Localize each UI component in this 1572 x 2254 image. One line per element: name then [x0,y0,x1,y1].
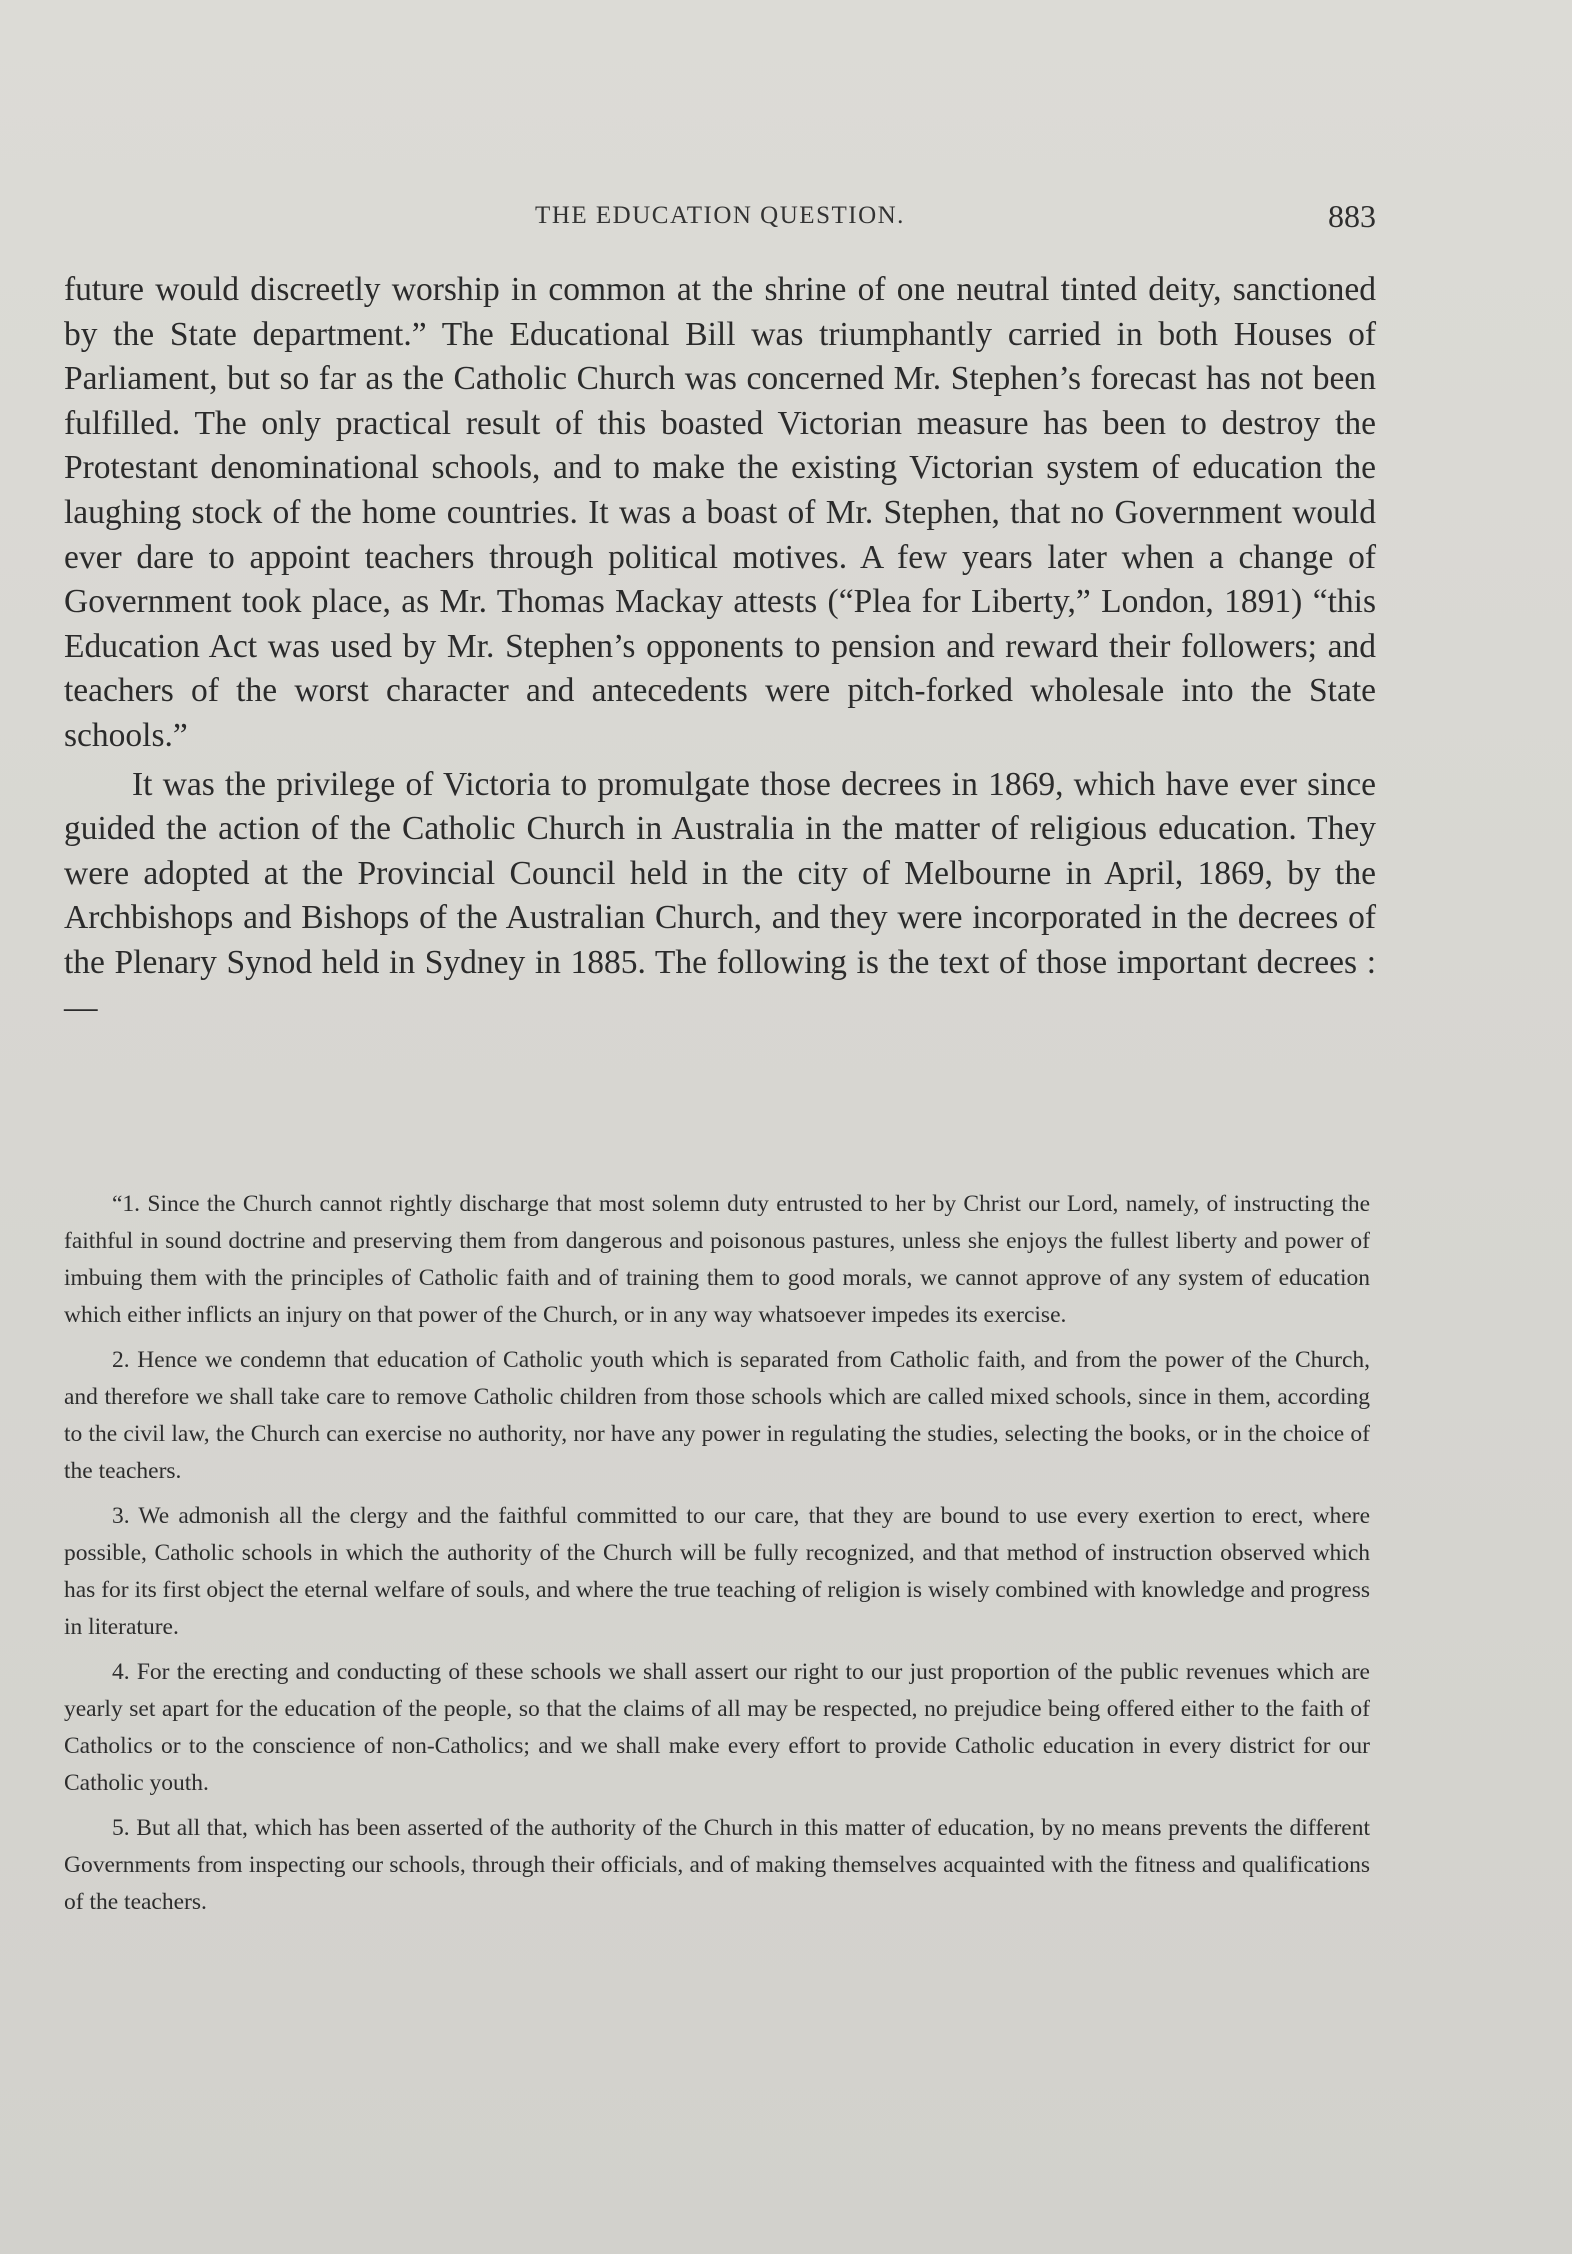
page-number: 883 [1328,198,1376,234]
paragraph-continued: future would discreetly worship in common at the shrine of one neutral tinted deity, sanctioned by the State department.” The Educational Bill was triumphantly carried in both Houses of Parliament, but so far as the Catholic Church was concerned Mr. Stephen’s forecast has not been fulfilled. The only practical result of this boasted Victorian measure has been to destroy the Protestant denominational schools, and to make the existing Victorian system of education the laughing stock of the home countries. It was a boast of Mr. Stephen, that no Government would ever dare to appoint teachers through political motives. A few years later when a change of Government took place, as Mr. Thomas Mackay attests (“Plea for Liberty,” London, 1891) “this Education Act was used by Mr. Stephen’s opponents to pension and reward their followers; and teachers of the worst character and antecedents were pitch-forked wholesale into the State schools.” [64,271,1376,754]
decree-3: 3. We admonish all the clergy and the faithful committed to our care, that they are bound to use every exertion to erect, where possible, Catholic schools in which the authority of the Church will be fully recognized, and that method of instruction observed which has for its first object the eternal welfare of souls, and where the true teaching of religion is wisely combined with knowledge and progress in literature. [64,1503,1370,1640]
running-head [64,198,1376,238]
decree-2: 2. Hence we condemn that education of Catholic youth which is separated from Catholic faith, and from the power of the Church, and therefore we shall take care to remove Catholic children from those schools which are called mixed schools, since in them, according to the civil law, the Church can exercise no authority, nor have any power in regulating the studies, selecting the books, or in the choice of the teachers. [64,1347,1370,1484]
paragraph-decrees-intro: It was the privilege of Victoria to promulgate those decrees in 1869, which have ever since guided the action of the Catholic Church in Australia in the matter of religious education. They were adopted at the Provincial Council held in the city of Melbourne in April, 1869, by the Archbishops and Bishops of the Australian Church, and they were incorporated in the decrees of the Plenary Synod held in Sydney in 1885. The following is the text of those important decrees :— [64,765,1376,1026]
decree-4: 4. For the erecting and conducting of these schools we shall assert our right to our just proportion of the public revenues which are yearly set apart for the education of the people, so that the claims of all may be respected, no prejudice being offered either to the faith of Catholics or to the conscience of non-Catholics; and we shall make every effort to provide Catholic education in every district for our Catholic youth. [64,1659,1370,1796]
decree-1: “1. Since the Church cannot rightly discharge that most solemn duty entrusted to her by Christ our Lord, namely, of instructing the faithful in sound doctrine and preserving them from dangerous and poisonous pastures, unless she enjoys the fullest liberty and power of imbuing them with the principles of Catholic faith and of training them to good morals, we cannot approve of any system of education which either inflicts an injury on that power of the Church, or in any way whatsoever impedes its exercise. [64,1191,1370,1328]
body-text [64,268,1376,1030]
decrees-quotation [64,1186,1370,1929]
decree-5: 5. But all that, which has been asserted of the authority of the Church in this matter of education, by no means prevents the different Governments from inspecting our schools, through their officials, and of making themselves acquainted with the fitness and qualifications of the teachers. [64,1815,1370,1915]
running-title: THE EDUCATION QUESTION. [535,202,905,229]
